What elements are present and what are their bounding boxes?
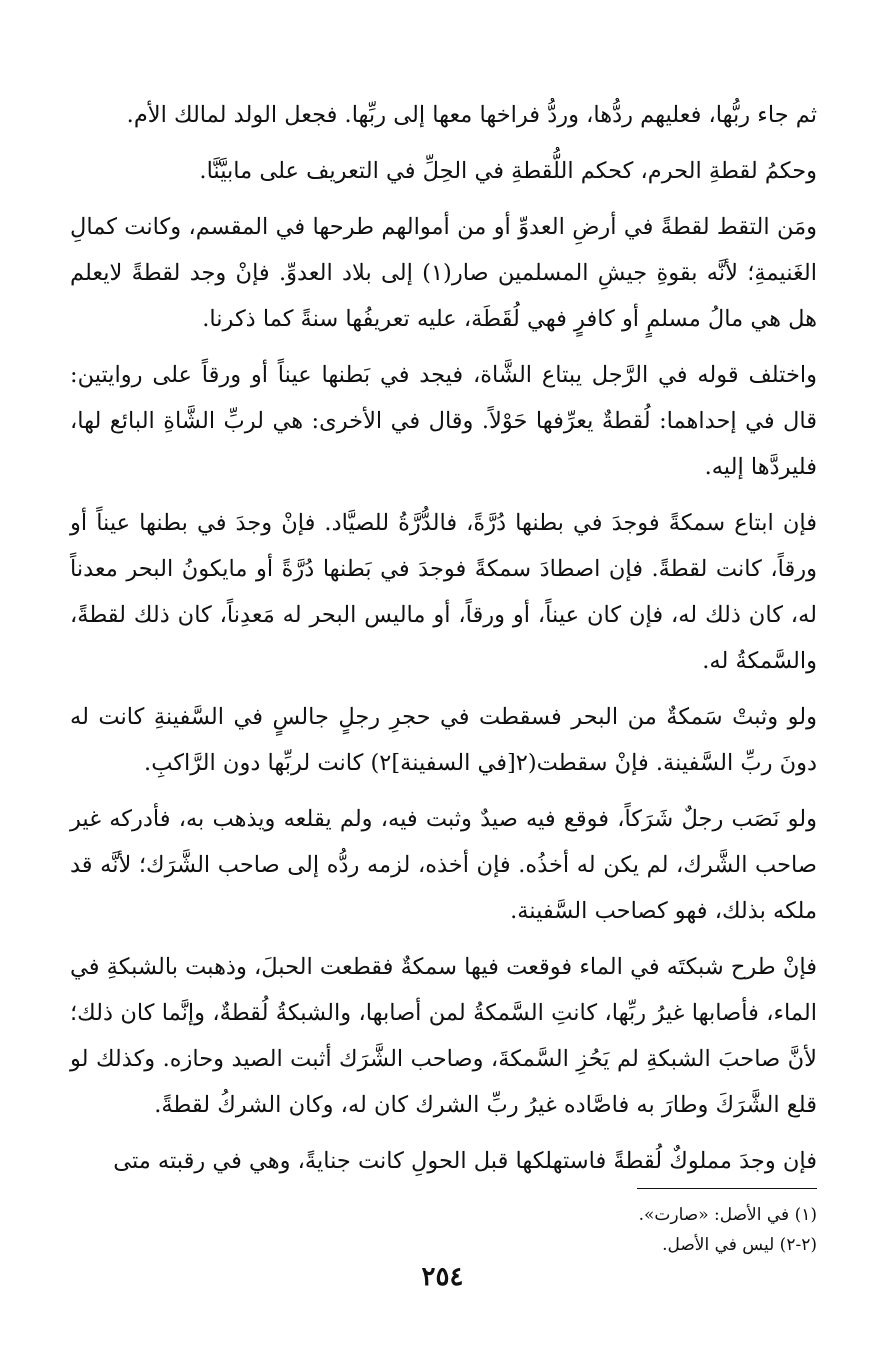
paragraph-8: فإنْ طرح شبكتَه في الماء فوقعت فيها سمكةٌ فقطعت الحبلَ، وذهبت بالشبكةِ في الماء، فأصابها غيرُ ربِّها، كانتِ السَّمكةُ لمن أصابها، والشبكةُ لُقطةٌ، وإنَّما كان ذلك؛ لأنَّ صاحبَ الشبكةِ لم يَحُزِ السَّمكةَ، وصاحب الشَّرَك أثبت الصيد وحازه. وكذلك لو قلع الشَّرَكَ وطارَ به فاصَّاده غيرُ ربِّ الشرك كان له، وكان الشركُ لقطةً. [70, 954, 817, 1118]
footnote-divider [637, 1188, 817, 1189]
footnotes [300, 1200, 817, 1260]
footnote-1: (١) في الأصل: «صارت». [638, 1205, 817, 1225]
paragraph-2: وحكمُ لقطةِ الحرم، كحكم اللُّقطةِ في الحِلِّ في التعريف على مابيَّنَّا. [199, 158, 817, 184]
body-text [70, 92, 817, 1194]
paragraph-9: فإن وجدَ مملوكٌ لُقطةً فاستهلكها قبل الحولِ كانت جنايةً، وهي في رقبته متى [113, 1148, 817, 1174]
paragraph-7: ولو نَصَب رجلٌ شَرَكاً، فوقع فيه صيدٌ وثبت فيه، ولم يقلعه ويذهب به، فأدركه غير صاحب الشَّرك، لم يكن له أخذُه. فإن أخذه، لزمه ردُّه إلى صاحب الشَّرَك؛ لأنَّه قد ملكه بذلك، فهو كصاحب السَّفينة. [70, 806, 817, 924]
paragraph-6: ولو وثبتْ سَمكةٌ من البحر فسقطت في حجرِ رجلٍ جالسٍ في السَّفينةِ كانت له دونَ ربِّ السَّفينة. فإنْ سقطت(٢[في السفينة]٢) كانت لربِّها دون الرَّاكبِ. [70, 704, 817, 776]
paragraph-5: فإن ابتاع سمكةً فوجدَ في بطنها دُرَّةً، فالدُّرَّةُ للصيَّاد. فإنْ وجدَ في بطنها عيناً أو ورقاً، كانت لقطةً. فإن اصطادَ سمكةً فوجدَ في بَطنها دُرَّةً أو مايكونُ البحر معدناً له، كان ذلك له، فإن كان عيناً، أو ورقاً، أو ماليس البحر له مَعدِناً، كان ذلك لقطةً، والسَّمكةُ له. [70, 510, 817, 674]
paragraph-3: ومَن التقط لقطةً في أرضِ العدوِّ أو من أموالهم طرحها في المقسم، وكانت كمالِ الغَنيمةِ؛ لأنَّه بقوةِ جيشِ المسلمين صار(١) إلى بلاد العدوِّ. فإنْ وجد لقطةً لايعلم هل هي مالُ مسلمٍ أو كافرٍ فهي لُقَطَة، عليه تعريفُها سنةً كما ذكرنا. [70, 214, 817, 332]
paragraph-4: واختلف قوله في الرَّجل يبتاع الشَّاة، فيجد في بَطنها عيناً أو ورقاً على روايتين: قال في إحداهما: لُقطةٌ يعرِّفها حَوْلاً. وقال في الأخرى: هي لربِّ الشَّاةِ البائع لها، فليردَّها إليه. [70, 362, 817, 480]
footnote-2: (٢-٢) ليس في الأصل. [662, 1235, 817, 1255]
paragraph-1: ثم جاء ربُّها، فعليهم ردُّها، وردُّ فراخها معها إلى ربِّها. فجعل الولد لمالك الأم. [126, 102, 817, 128]
page-number: ٢٥٤ [421, 1262, 464, 1292]
